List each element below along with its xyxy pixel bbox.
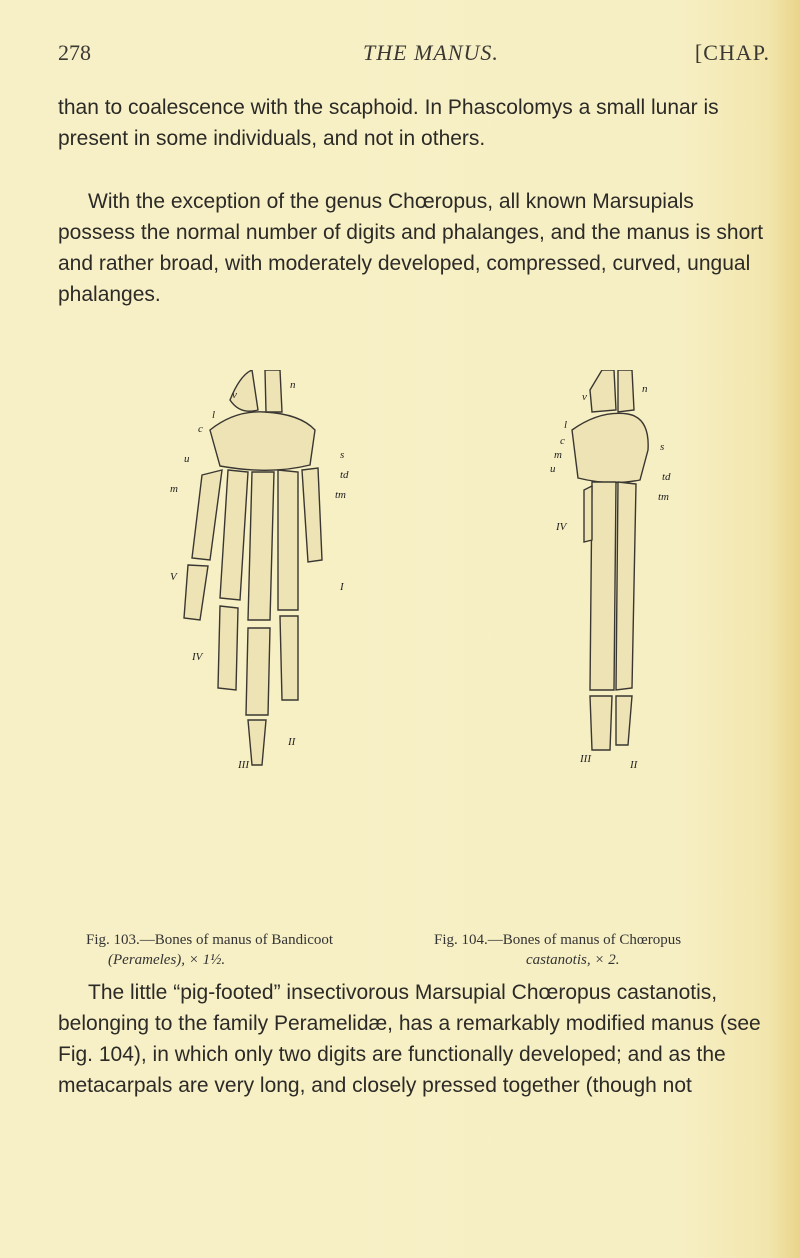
page-header — [58, 40, 770, 80]
label-c: c — [198, 423, 203, 435]
label-I: I — [340, 581, 344, 593]
paragraph-2: With the exception of the genus Chœropus, all known Marsupials possess the normal number of digits and phalanges, and the manus is short and rather broad, with moderately developed, compressed, curved, ungual phalanges. — [58, 190, 764, 306]
figure-104-caption — [434, 930, 774, 970]
label-td: td — [340, 469, 349, 481]
label-td: td — [662, 471, 671, 483]
label-s: s — [660, 441, 665, 453]
label-tm: tm — [335, 489, 346, 501]
running-title: THE MANUS. — [363, 40, 499, 65]
figure-104-caption-line1: Fig. 104.—Bones of manus of Chœropus — [434, 932, 682, 948]
figure-104-choeropus-manus — [520, 370, 700, 770]
chapter-marker: [CHAP. — [694, 40, 770, 65]
figure-103-caption-line1: Fig. 103.—Bones of manus of Bandicoot — [86, 932, 334, 948]
label-v: v — [232, 389, 237, 401]
label-II: II — [288, 736, 296, 748]
label-n: n — [290, 379, 296, 391]
figure-103-bandicoot-manus — [140, 370, 390, 770]
label-tm: tm — [658, 491, 669, 503]
label-IV: IV — [556, 521, 567, 533]
paragraph-1: than to coalescence with the scaphoid. In Phascolomys a small lunar is present in some individuals, and not in others. — [58, 96, 719, 150]
label-II: II — [630, 759, 638, 770]
label-m: m — [170, 483, 178, 495]
label-l: l — [564, 419, 568, 431]
label-V: V — [170, 571, 177, 583]
page-number: 278 — [58, 40, 91, 65]
label-III: III — [238, 759, 249, 770]
label-III: III — [580, 753, 591, 765]
paragraph-3: The little “pig-footed” insectivorous Marsupial Chœropus castanotis, belonging to the family Peramelidæ, has a remarkably modified manus (see Fig. 104), in which only two digits are functionally developed; and as the metacarpals are very long, and closely pressed together (though not — [58, 981, 761, 1097]
figure-103-caption — [86, 930, 396, 970]
label-m: m — [554, 449, 562, 461]
label-n: n — [642, 383, 648, 395]
figure-103-caption-line2: (Perameles), × 1½. — [108, 952, 226, 968]
label-u: u — [550, 463, 556, 475]
label-l: l — [212, 409, 216, 421]
label-IV: IV — [192, 651, 203, 663]
label-s: s — [340, 449, 345, 461]
label-c: c — [560, 435, 565, 447]
label-u: u — [184, 453, 190, 465]
figure-104-caption-line2: castanotis, × 2. — [526, 952, 620, 968]
label-v: v — [582, 391, 587, 403]
